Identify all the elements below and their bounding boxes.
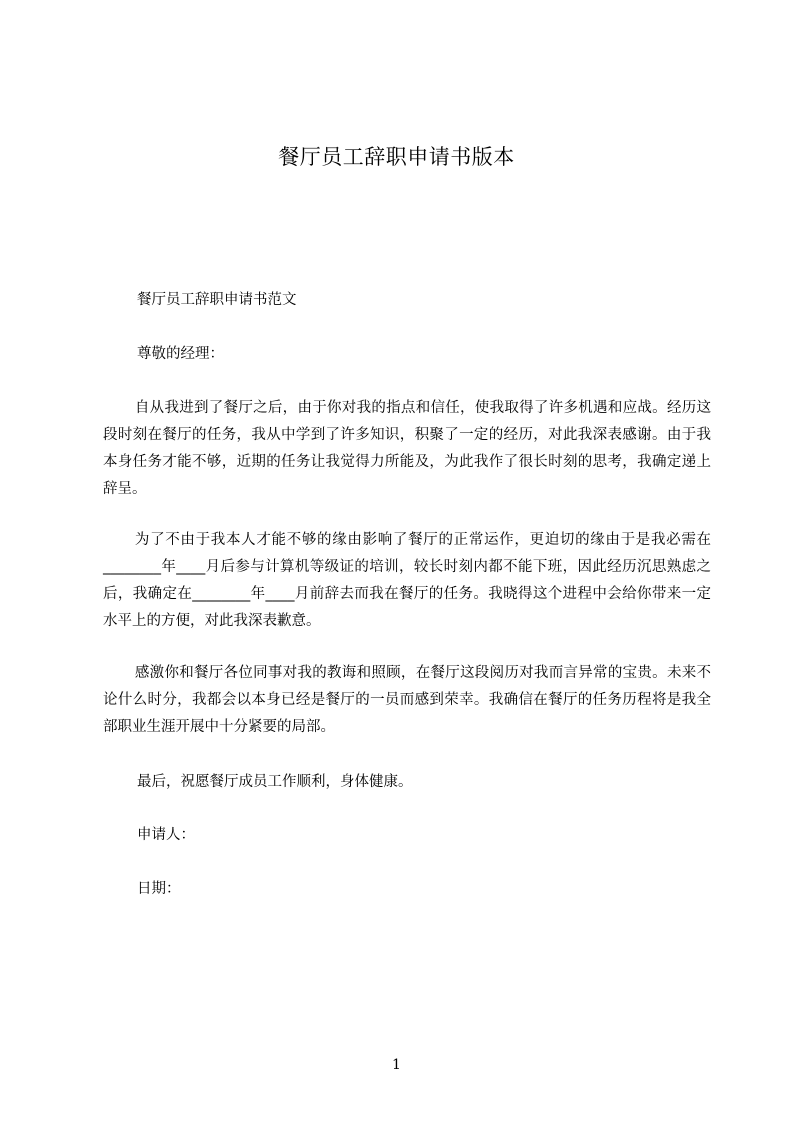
document-title: 餐厅员工辞职申请书版本 bbox=[278, 145, 515, 169]
page-number: 1 bbox=[392, 1057, 401, 1073]
applicant-label: 申请人： bbox=[137, 827, 195, 843]
salutation: 尊敬的经理： bbox=[137, 346, 224, 362]
body-paragraph-3: 感激你和餐厅各位同事对我的教诲和照顾，在餐厅这段阅历对我而言异常的宝贵。未来不论什么时分，我都会以本身已经是餐厅的一员而感到荣幸。我确信在餐厅的任务历程将是我全部职业生涯开展中十分紧要的局部。 bbox=[103, 665, 711, 735]
document-subtitle: 餐厅员工辞职申请书范文 bbox=[137, 292, 297, 308]
body-paragraph-2: 为了不由于我本人才能不够的缘由影响了餐厅的正常运作，更迫切的缘由于是我必需在________年____月后参与计算机等级证的培训，较长时刻内都不能下班，因此经历沉思熟虑之后，我确定在________年____月前辞去而我在餐厅的任务。我晓得这个进程中会给你带来一定水平上的方便，对此我深表歉意。 bbox=[103, 532, 711, 629]
closing-line: 最后，祝愿餐厅成员工作顺利，身体健康。 bbox=[137, 774, 413, 790]
date-label: 日期： bbox=[137, 881, 181, 897]
body-paragraph-1: 自从我进到了餐厅之后，由于你对我的指点和信任，使我取得了许多机遇和应战。经历这段时刻在餐厅的任务，我从中学到了许多知识，积聚了一定的经历，对此我深表感谢。由于我本身任务才能不够，近期的任务让我觉得力所能及，为此我作了很长时刻的思考，我确定递上辞呈。 bbox=[103, 400, 711, 497]
